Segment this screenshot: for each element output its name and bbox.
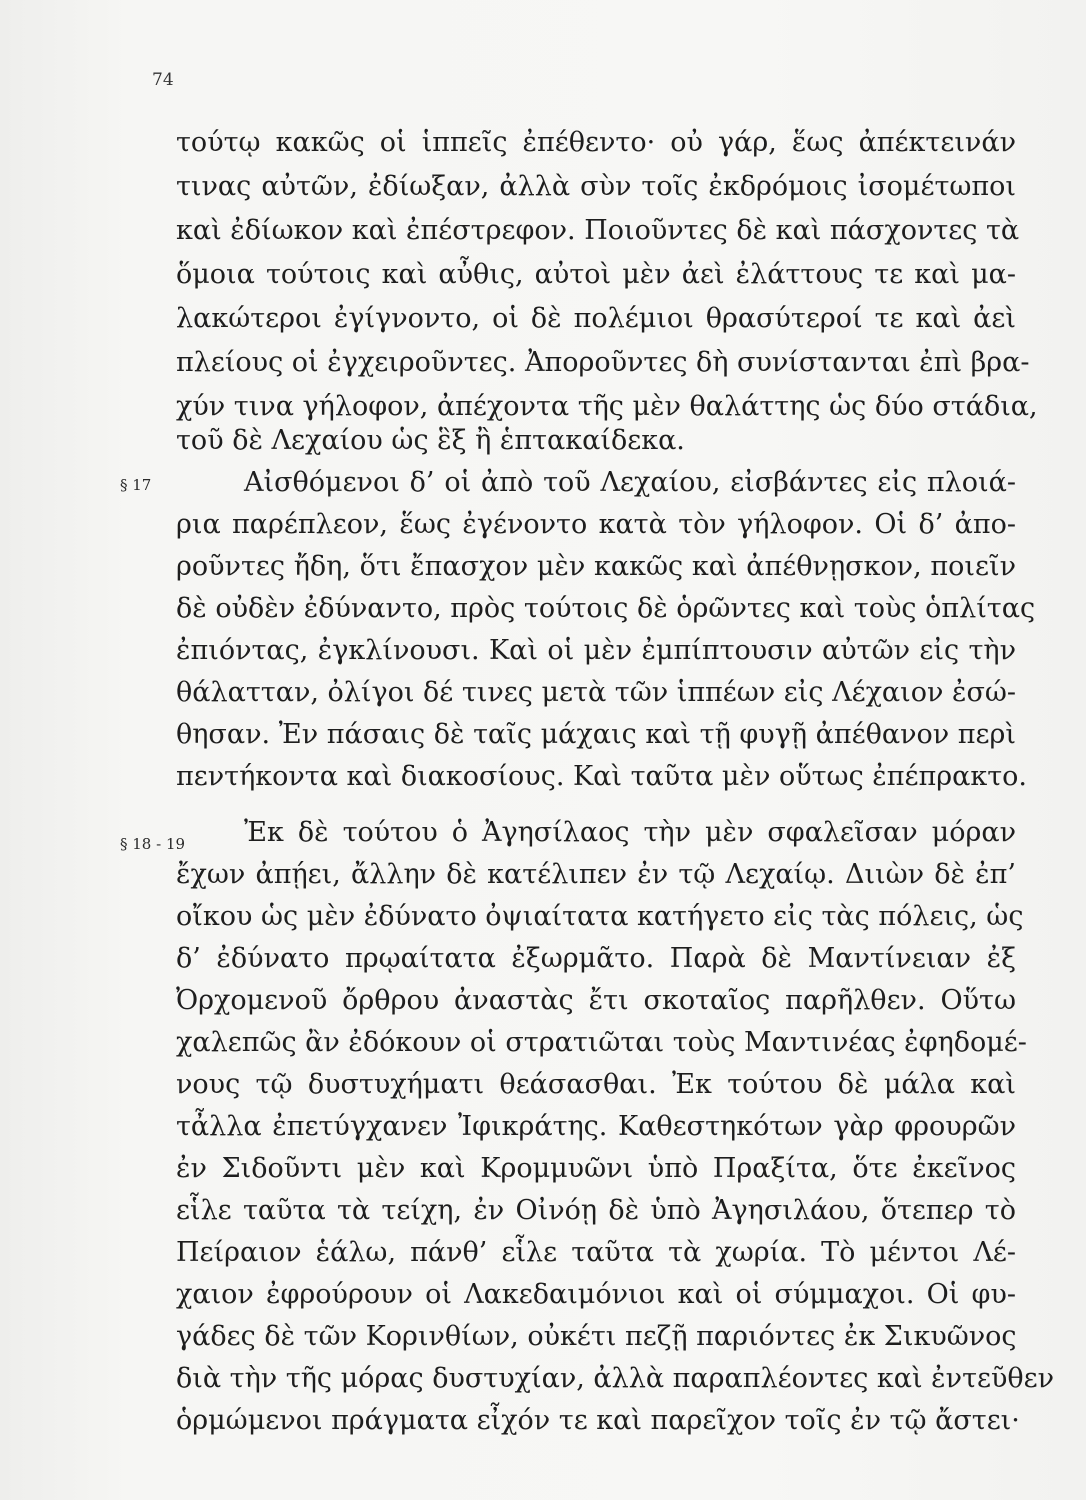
text-line: ὅμοια τούτοις καὶ αὖθις, αὐτοὶ μὲν ἀεὶ ἐλάττους τε καὶ μα- xyxy=(176,259,1016,290)
text-line: ἔχων ἀπῄει, ἄλλην δὲ κατέλιπεν ἐν τῷ Λεχαίῳ. Διιὼν δὲ ἐπ’ xyxy=(176,859,1016,890)
text-line: γάδες δὲ τῶν Κορινθίων, οὐκέτι πεζῇ παριόντες ἐκ Σικυῶνος xyxy=(176,1321,1017,1352)
text-line: χαιον ἐφρούρουν οἱ Λακεδαιμόνιοι καὶ οἱ σύμμαχοι. Οἱ φυ- xyxy=(176,1279,1016,1310)
text-line: θάλατταν, ὀλίγοι δέ τινες μετὰ τῶν ἱππέων εἰς Λέχαιον ἐσώ- xyxy=(176,677,1017,708)
text-line: χαλεπῶς ἂν ἐδόκουν οἱ στρατιῶται τοὺς Μαντινέας ἐφηδομέ- xyxy=(176,1027,1027,1058)
page-number: 74 xyxy=(152,70,174,90)
text-line: ἐπιόντας, ἐγκλίνουσι. Καὶ οἱ μὲν ἐμπίπτουσιν αὐτῶν εἰς τὴν xyxy=(176,635,1016,666)
text-line: τούτῳ κακῶς οἱ ἱππεῖς ἐπέθεντο· οὐ γάρ, ἕως ἀπέκτεινάν xyxy=(176,127,1016,158)
text-line: ὁρμώμενοι πράγματα εἶχόν τε καὶ παρεῖχον τοῖς ἐν τῷ ἄστει· xyxy=(176,1405,1020,1436)
text-line: καὶ ἐδίωκον καὶ ἐπέστρεφον. Ποιοῦντες δὲ καὶ πάσχοντες τὰ xyxy=(176,215,1020,246)
text-line: εἷλε ταῦτα τὰ τείχη, ἐν Οἰνόῃ δὲ ὑπὸ Ἀγησιλάου, ὅτεπερ τὸ xyxy=(176,1195,1016,1226)
section-marker-17: § 17 xyxy=(120,476,152,494)
text-line: οἴκου ὡς μὲν ἐδύνατο ὀψιαίτατα κατήγετο εἰς τὰς πόλεις, ὡς xyxy=(176,901,1024,932)
text-line: Ὀρχομενοῦ ὄρθρου ἀναστὰς ἔτι σκοταῖος παρῆλθεν. Οὕτω xyxy=(176,985,1016,1016)
text-line: ροῦντες ἤδη, ὅτι ἔπασχον μὲν κακῶς καὶ ἀπέθνῃσκον, ποιεῖν xyxy=(176,551,1016,582)
text-line: τἆλλα ἐπετύγχανεν Ἰφικράτης. Καθεστηκότων γὰρ φρουρῶν xyxy=(176,1111,1016,1142)
text-line: πεντήκοντα καὶ διακοσίους. Καὶ ταῦτα μὲν οὕτως ἐπέπρακτο. xyxy=(176,761,1028,792)
text-line: ἐν Σιδοῦντι μὲν καὶ Κρομμυῶνι ὑπὸ Πραξίτα, ὅτε ἐκεῖνος xyxy=(176,1153,1016,1184)
text-line: τοῦ δὲ Λεχαίου ὡς ἓξ ἢ ἑπτακαίδεκα. xyxy=(176,425,685,456)
text-line: Ἐκ δὲ τούτου ὁ Ἀγησίλαος τὴν μὲν σφαλεῖσαν μόραν xyxy=(244,817,1016,848)
text-line: δ’ ἐδύνατο πρῳαίτατα ἐξωρμᾶτο. Παρὰ δὲ Μαντίνειαν ἐξ xyxy=(176,943,1016,974)
text-line: πλείους οἱ ἐγχειροῦντες. Ἀποροῦντες δὴ συνίστανται ἐπὶ βρα- xyxy=(176,347,1030,378)
text-line: ρια παρέπλεον, ἕως ἐγένοντο κατὰ τὸν γήλοφον. Οἱ δ’ ἀπο- xyxy=(176,509,1016,540)
text-line: δὲ οὐδὲν ἐδύναντο, πρὸς τούτοις δὲ ὁρῶντες καὶ τοὺς ὁπλίτας xyxy=(176,593,1036,624)
text-line: Αἰσθόμενοι δ’ οἱ ἀπὸ τοῦ Λεχαίου, εἰσβάντες εἰς πλοιά- xyxy=(244,467,1016,498)
text-line: τινας αὐτῶν, ἐδίωξαν, ἀλλὰ σὺν τοῖς ἐκδρόμοις ἰσομέτωποι xyxy=(176,171,1016,202)
text-line: λακώτεροι ἐγίγνοντο, οἱ δὲ πολέμιοι θρασύτεροί τε καὶ ἀεὶ xyxy=(176,303,1016,334)
text-line: Πείραιον ἑάλω, πάνθ’ εἷλε ταῦτα τὰ χωρία. Τὸ μέντοι Λέ- xyxy=(176,1237,1016,1268)
text-line: θησαν. Ἐν πάσαις δὲ ταῖς μάχαις καὶ τῇ φυγῇ ἀπέθανον περὶ xyxy=(176,719,1016,750)
section-marker-18-19: § 18 - 19 xyxy=(120,835,186,853)
text-line: χύν τινα γήλοφον, ἀπέχοντα τῆς μὲν θαλάττης ὡς δύο στάδια, xyxy=(176,391,1038,422)
text-line: διὰ τὴν τῆς μόρας δυστυχίαν, ἀλλὰ παραπλέοντες καὶ ἐντεῦθεν xyxy=(176,1363,1055,1394)
text-line: νους τῷ δυστυχήματι θεάσασθαι. Ἐκ τούτου δὲ μάλα καὶ xyxy=(176,1069,1016,1100)
